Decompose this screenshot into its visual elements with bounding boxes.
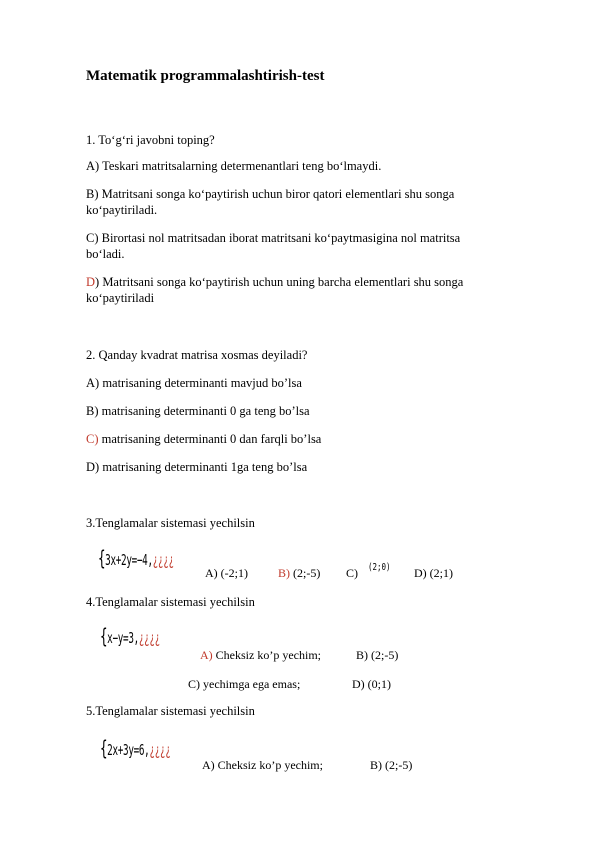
q2-question: 2. Qanday kvadrat matrisa xosmas deyiladi? — [86, 348, 308, 362]
q1-option-d-text: ) Matritsani songa ko‘paytirish uchun uning barcha elementlari shu songa — [95, 275, 464, 289]
q2-correct-marker: C) — [86, 432, 99, 446]
q3-option-b-text: (2;-5) — [290, 566, 321, 580]
q1-option-d-line2: ko‘paytiriladi — [86, 291, 155, 305]
q3-option-a: A) (-2;1) — [205, 566, 248, 580]
q3-option-b — [278, 566, 320, 581]
q4-question: 4.Tenglamalar sistemasi yechilsin — [86, 595, 255, 609]
q3-option-d: D) (2;1) — [414, 566, 453, 580]
q4-correct-marker: A) — [200, 648, 213, 662]
q4-formula — [100, 624, 160, 648]
q1-option-b-line1: B) Matritsani songa ko‘paytirish uchun biror qatori elementlari shu songa — [86, 187, 455, 201]
q3-option-c: C) — [346, 566, 358, 580]
q1-correct-marker: D — [86, 275, 96, 289]
q2-option-d: D) matrisaning determinanti 1ga teng bo’lsa — [86, 460, 308, 474]
q1-option-d-line1 — [86, 274, 516, 290]
q1-option-c-line2: bo‘ladi. — [86, 247, 125, 261]
q1-question: 1. To‘g‘ri javobni toping? — [86, 133, 215, 147]
q4-formula-junk: ¿¿¿¿ — [138, 629, 161, 647]
q3-correct-marker: B) — [278, 566, 290, 580]
q4-option-a — [200, 648, 321, 663]
q5-option-a: A) Cheksiz ko’p yechim; — [202, 758, 323, 772]
q2-option-c-text: matrisaning determinanti 0 dan farqli bo’lsa — [98, 432, 322, 446]
q4-option-b: B) (2;-5) — [356, 648, 399, 662]
q1-option-a: A) Teskari matritsalarning determenantlari teng bo‘lmaydi. — [86, 159, 382, 173]
q2-option-b: B) matrisaning determinanti 0 ga teng bo’lsa — [86, 404, 310, 418]
q1-option-c-line1: C) Birortasi nol matritsadan iborat matritsani ko‘paytmasigina nol matritsa — [86, 231, 461, 245]
q2-option-c — [86, 431, 516, 447]
q4-formula-text: x−y=3, — [107, 629, 139, 647]
q4-brace: { — [100, 624, 108, 648]
q4-option-d: D) (0;1) — [352, 677, 391, 691]
q3-formula — [98, 546, 174, 570]
q5-brace: { — [100, 736, 108, 760]
q3-question: 3.Tenglamalar sistemasi yechilsin — [86, 516, 255, 530]
page-title: Matematik programmalashtirish-test — [86, 68, 325, 84]
q1-option-b-line2: ko‘paytiriladi. — [86, 203, 158, 217]
q3-formula-text: 3x+2y=−4, — [105, 551, 153, 569]
q4-option-a-text: Cheksiz ko’p yechim; — [212, 648, 321, 662]
q3-option-c-value: (2;0) — [368, 562, 391, 573]
q5-option-b: B) (2;-5) — [370, 758, 413, 772]
q2-option-a: A) matrisaning determinanti mavjud bo’lsa — [86, 376, 302, 390]
q5-formula — [100, 736, 171, 760]
q5-formula-text: 2x+3y=6, — [107, 741, 150, 759]
q5-formula-junk: ¿¿¿¿ — [149, 741, 171, 759]
q4-option-c: C) yechimga ega emas; — [188, 677, 301, 691]
q5-question: 5.Tenglamalar sistemasi yechilsin — [86, 704, 255, 718]
q3-formula-junk: ¿¿¿¿ — [152, 551, 174, 569]
q3-brace: { — [98, 546, 106, 570]
